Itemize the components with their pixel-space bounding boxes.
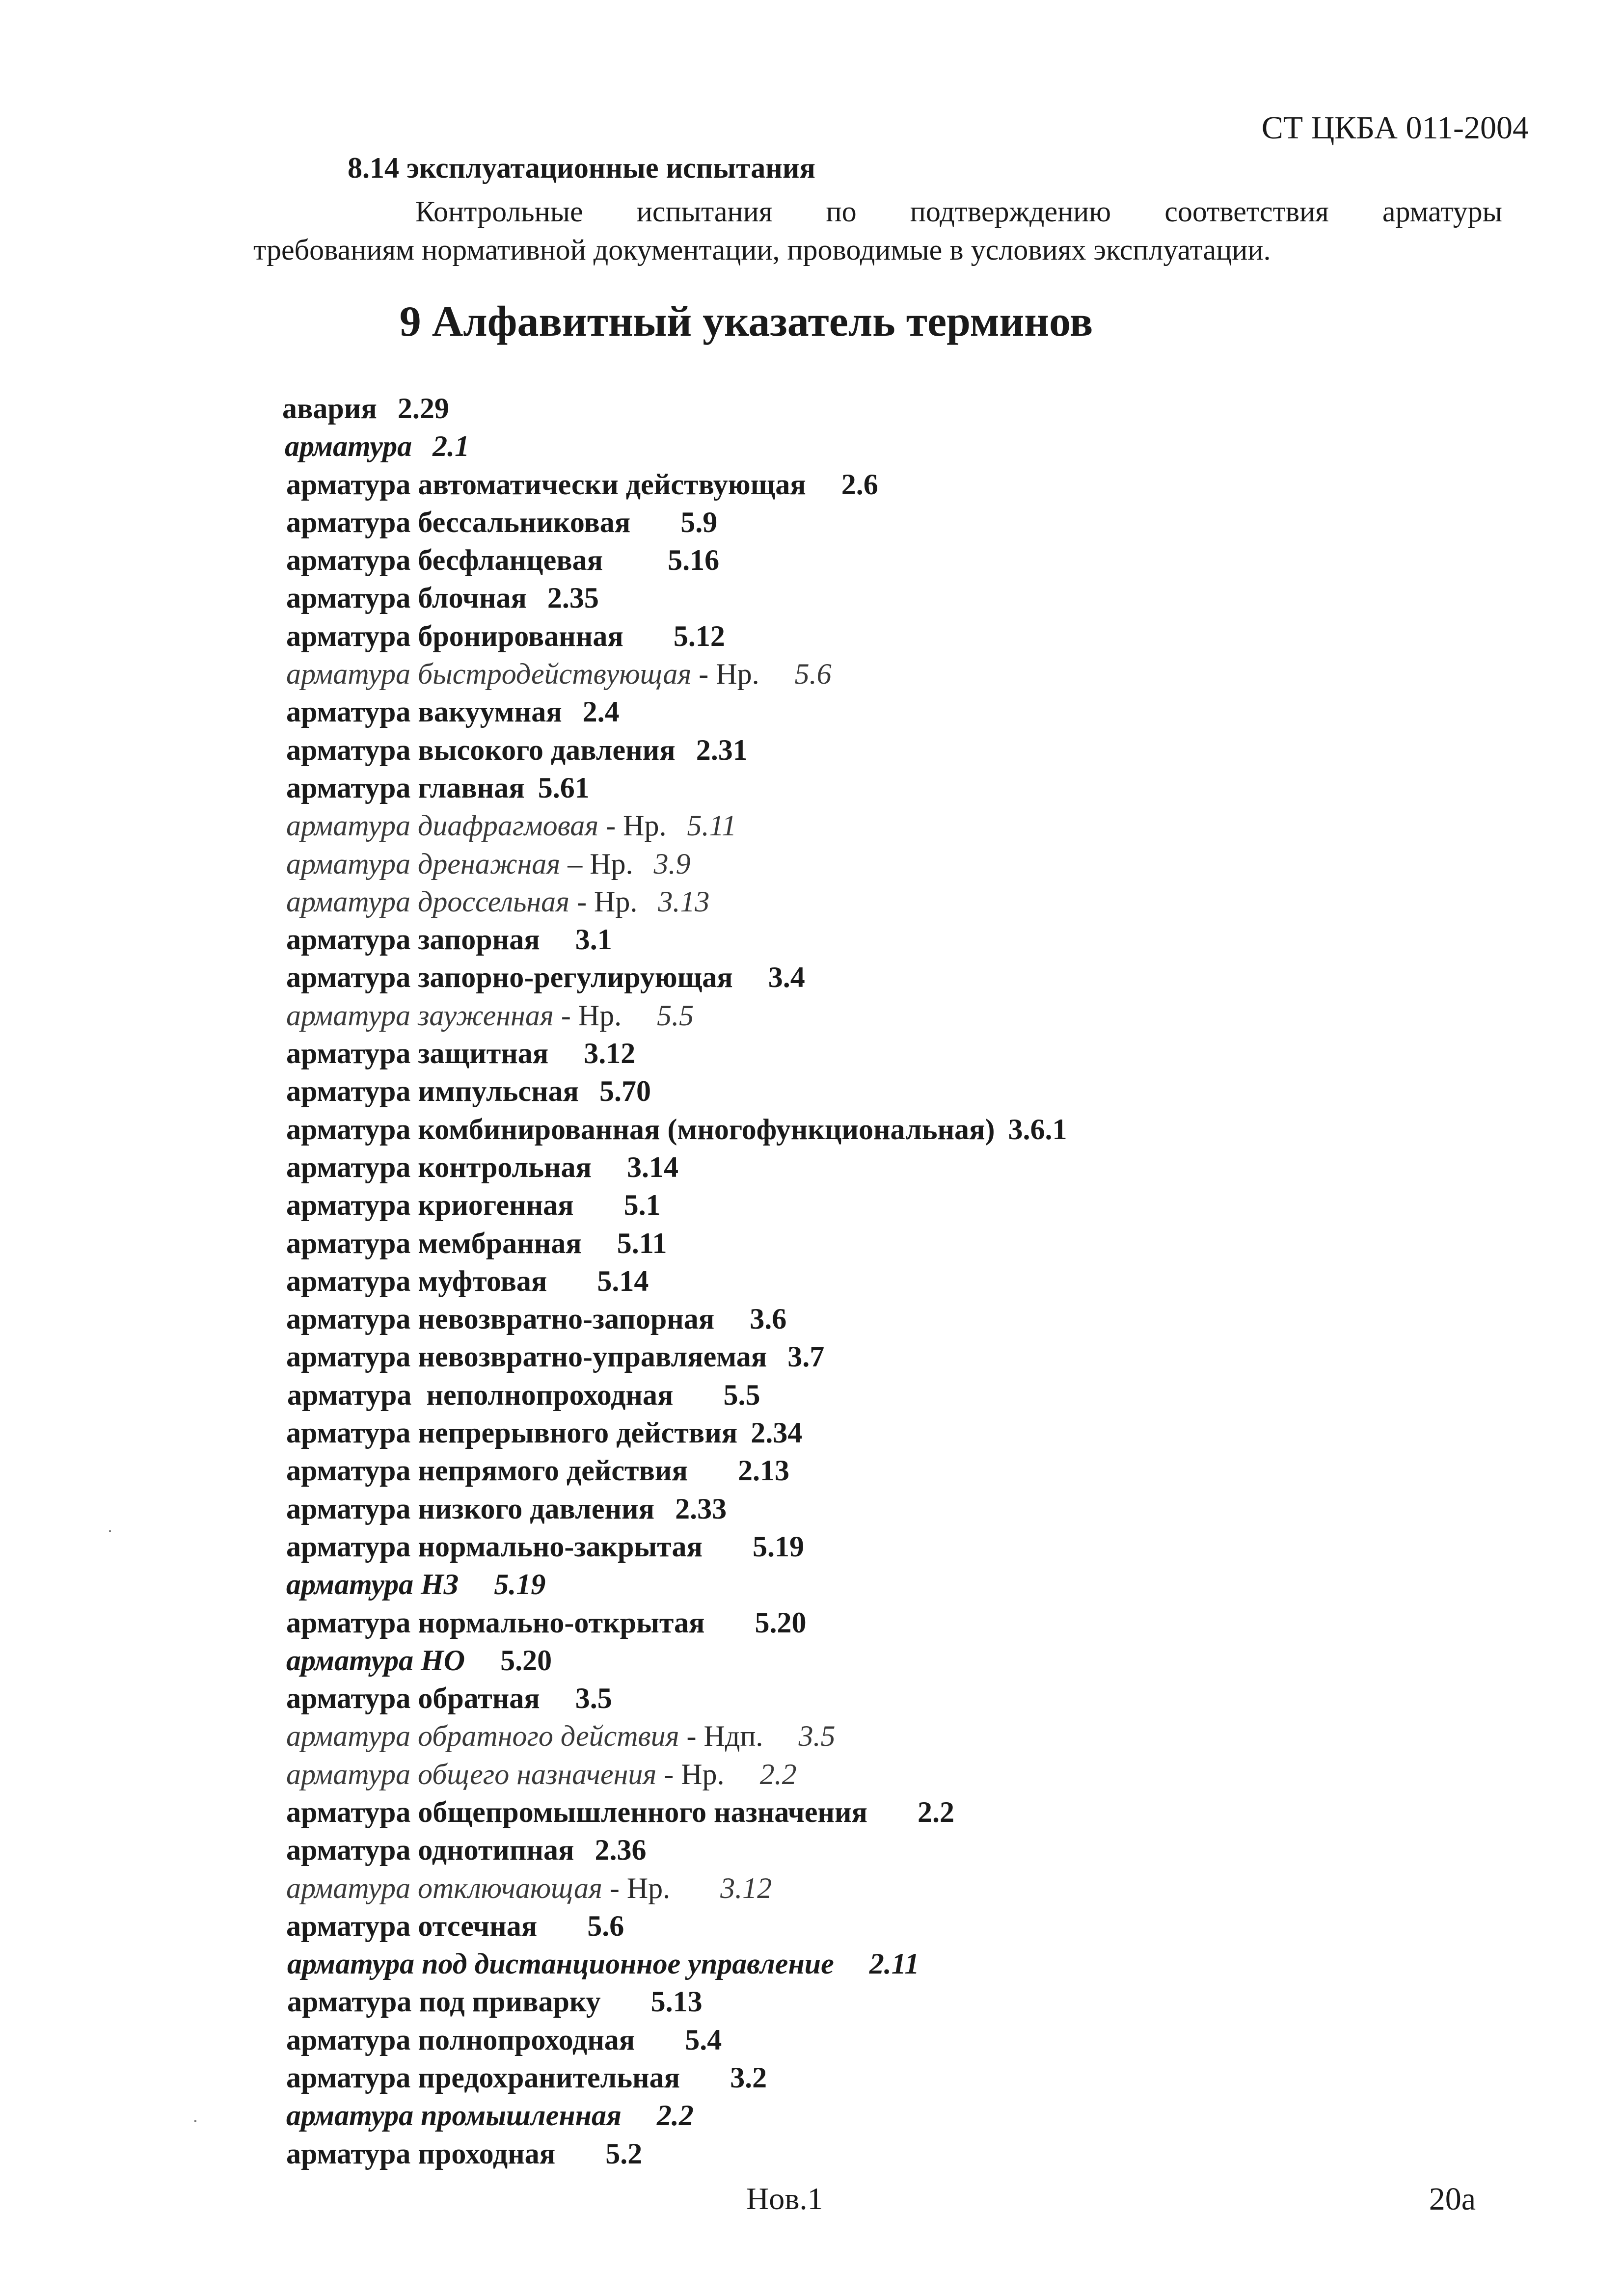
index-term: арматура быстродействующая: [286, 658, 692, 691]
index-reference-number: 5.14: [597, 1264, 649, 1297]
index-reference-number: 5.12: [673, 619, 725, 652]
index-entry: [282, 1338, 1067, 1376]
index-entry: [282, 731, 1067, 769]
index-reference-number: 3.5: [798, 1720, 836, 1753]
index-entry: [282, 807, 1067, 845]
index-term: арматура автоматически действующая: [286, 468, 806, 501]
index-entry: [282, 1717, 1067, 1755]
index-term: арматура под дистанционное управление: [287, 1948, 834, 1980]
index-term: арматура диафрагмовая: [286, 809, 599, 842]
index-term: арматура отсечная: [286, 1909, 538, 1942]
index-term: арматура запорная: [286, 923, 540, 956]
index-term: арматура отключающая: [286, 1871, 602, 1904]
index-reference-number: 2.2: [656, 2099, 694, 2132]
index-entry: [282, 1793, 1067, 1831]
index-term-note: - Нр.: [691, 658, 759, 691]
chapter-title: 9 Алфавитный указатель терминов: [399, 298, 1093, 346]
index-entry: [282, 845, 1067, 883]
index-reference-number: 5.4: [685, 2023, 722, 2056]
index-reference-number: 5.11: [687, 809, 737, 842]
index-reference-number: 2.6: [841, 468, 878, 501]
revision-label: Нов.1: [746, 2181, 823, 2216]
index-term: арматура общего назначения: [286, 1758, 657, 1790]
index-entry: [282, 1680, 1067, 1717]
index-entry: [282, 1072, 1067, 1110]
index-entry: [282, 541, 1067, 579]
index-term: арматура мембранная: [286, 1227, 582, 1259]
index-entry: [282, 617, 1067, 655]
index-entry: [282, 959, 1067, 996]
index-entry: [282, 2135, 1067, 2173]
index-reference-number: 5.16: [668, 544, 720, 577]
index-term: арматура контрольная: [286, 1150, 592, 1183]
index-entry: [282, 2097, 1067, 2135]
index-reference-number: 2.13: [737, 1454, 789, 1487]
index-term: арматура запорно-регулирующая: [286, 961, 733, 994]
index-reference-number: 5.61: [538, 771, 590, 804]
index-entry: [282, 1983, 1067, 2021]
index-reference-number: 3.2: [730, 2061, 767, 2094]
index-term-note: - Нр.: [553, 999, 622, 1032]
index-reference-number: 5.20: [500, 1644, 552, 1677]
index-term: арматура НЗ: [286, 1568, 459, 1601]
index-term: арматура под приварку: [287, 1985, 601, 2018]
index-reference-number: 3.13: [658, 885, 710, 918]
index-term: арматура полнопроходная: [286, 2023, 635, 2056]
index-entry: [282, 2021, 1067, 2059]
index-entry: [282, 1490, 1067, 1528]
index-reference-number: 5.11: [617, 1227, 667, 1259]
index-term: арматура муфтовая: [286, 1264, 547, 1297]
index-term: арматура дренажная: [286, 847, 561, 880]
index-term: арматура однотипная: [286, 1834, 574, 1867]
index-entry: [282, 1186, 1067, 1224]
index-entry: [282, 427, 1067, 465]
index-reference-number: 3.5: [575, 1682, 612, 1715]
index-reference-number: 5.20: [755, 1606, 807, 1639]
index-term: арматура криогенная: [286, 1189, 574, 1222]
index-reference-number: 2.36: [595, 1834, 647, 1867]
index-reference-number: 3.4: [768, 961, 805, 994]
index-reference-number: 2.31: [696, 733, 748, 766]
index-entry: [282, 466, 1067, 504]
index-reference-number: 5.5: [657, 999, 694, 1032]
definition-line-1: Контрольные испытания по подтверждению соответствия арматуры: [415, 195, 1502, 228]
index-term: арматура зауженная: [286, 999, 554, 1032]
index-reference-number: 2.33: [675, 1492, 727, 1525]
index-reference-number: 2.29: [397, 392, 449, 425]
page-number: 20а: [1429, 2181, 1476, 2217]
index-term: арматура главная: [286, 771, 525, 804]
index-reference-number: 5.5: [723, 1378, 760, 1411]
index-entry: [282, 1756, 1067, 1793]
index-reference-number: 3.1: [575, 923, 612, 956]
index-entry: [282, 997, 1067, 1035]
index-reference-number: 2.2: [759, 1758, 797, 1790]
index-term: авария: [282, 392, 377, 425]
index-entry: [282, 921, 1067, 959]
index-term: арматура обратного действия: [286, 1720, 679, 1753]
index-entry: [282, 1414, 1067, 1452]
index-term: арматура предохранительная: [286, 2061, 680, 2094]
document-code: СТ ЦКБА 011-2004: [1261, 110, 1529, 146]
index-reference-number: 2.2: [917, 1795, 954, 1828]
index-term: арматура нормально-закрытая: [286, 1530, 703, 1563]
index-reference-number: 5.1: [623, 1189, 661, 1222]
index-entry: [282, 1225, 1067, 1262]
index-entry: [282, 1604, 1067, 1642]
index-reference-number: 3.12: [584, 1037, 636, 1070]
index-term: арматура непрерывного действия: [286, 1416, 738, 1449]
index-reference-number: 3.9: [653, 847, 691, 880]
index-term: арматура импульсная: [286, 1075, 579, 1108]
index-reference-number: 3.14: [626, 1150, 678, 1183]
index-entry: [282, 504, 1067, 541]
index-entry: [282, 1452, 1067, 1490]
index-reference-number: 3.12: [720, 1871, 772, 1904]
index-term: арматура комбинированная (многофункциональная): [286, 1113, 995, 1146]
index-entry: [282, 1300, 1067, 1338]
index-term: арматура НО: [286, 1644, 465, 1677]
index-entry: [282, 655, 1067, 693]
index-reference-number: 3.7: [787, 1340, 825, 1373]
index-term: арматура неполнопроходная: [287, 1378, 674, 1411]
index-term: арматура вакуумная: [286, 695, 562, 728]
index-entry: [282, 1262, 1067, 1300]
index-reference-number: 3.6: [750, 1303, 787, 1335]
index-term: арматура бронированная: [286, 619, 623, 652]
index-reference-number: 5.2: [605, 2137, 643, 2170]
index-reference-number: 2.1: [433, 430, 470, 463]
index-term: арматура общепромышленного назначения: [286, 1795, 867, 1828]
section-heading: 8.14 эксплуатационные испытания: [348, 152, 815, 184]
index-reference-number: 2.11: [869, 1948, 920, 1980]
index-term: арматура бессальниковая: [286, 506, 631, 538]
index-term: арматура высокого давления: [286, 733, 676, 766]
index-reference-number: 5.13: [650, 1985, 703, 2018]
index-entry: [282, 2059, 1067, 2097]
index-term-note: - Нр.: [598, 809, 667, 842]
index-reference-number: 2.35: [547, 582, 599, 614]
index-term-note: - Ндп.: [679, 1720, 763, 1753]
index-term: арматура блочная: [286, 582, 527, 614]
index-term: арматура: [285, 430, 412, 463]
index-term: арматура низкого давления: [286, 1492, 655, 1525]
index-term: арматура дроссельная: [286, 885, 570, 918]
index-entry: [282, 1376, 1067, 1414]
index-term: арматура промышленная: [286, 2099, 622, 2132]
index-term-note: - Нр.: [569, 885, 638, 918]
index-term-note: - Нр.: [602, 1871, 671, 1904]
index-reference-number: 5.6: [794, 658, 832, 691]
index-entry: [282, 1035, 1067, 1072]
index-entry: [282, 1869, 1067, 1907]
index-reference-number: 5.19: [494, 1568, 546, 1601]
index-term: арматура обратная: [286, 1682, 540, 1715]
index-term-note: - Нр.: [656, 1758, 725, 1790]
index-entry: [282, 1111, 1067, 1148]
index-entry: [282, 1528, 1067, 1566]
index-term: арматура невозвратно-запорная: [286, 1303, 715, 1335]
index-reference-number: 3.6.1: [1008, 1113, 1067, 1146]
index-entry: [282, 883, 1067, 921]
index-entry: [282, 693, 1067, 731]
index-term: арматура проходная: [286, 2137, 556, 2170]
index-term: арматура нормально-открытая: [286, 1606, 705, 1639]
index-term: арматура невозвратно-управляемая: [286, 1340, 767, 1373]
scan-speck: [109, 1530, 111, 1532]
index-entry: [282, 1831, 1067, 1869]
section-definition: [253, 192, 1502, 269]
index-entry: [282, 390, 1067, 427]
index-term: арматура непрямого действия: [286, 1454, 688, 1487]
index-reference-number: 5.6: [587, 1909, 624, 1942]
index-term-note: – Нр.: [560, 847, 633, 880]
index-reference-number: 2.4: [582, 695, 620, 728]
term-index-list: [282, 390, 1067, 2173]
scan-speck: [194, 2120, 196, 2122]
index-term: арматура защитная: [286, 1037, 549, 1070]
index-entry: [282, 1642, 1067, 1680]
index-entry: [282, 769, 1067, 807]
definition-line-2: требованиям нормативной документации, проводимые в условиях эксплуатации.: [253, 234, 1271, 266]
index-entry: [282, 579, 1067, 617]
index-reference-number: 2.34: [751, 1416, 803, 1449]
index-reference-number: 5.9: [680, 506, 718, 538]
index-reference-number: 5.19: [752, 1530, 804, 1563]
index-entry: [282, 1945, 1067, 1983]
index-entry: [282, 1907, 1067, 1945]
index-reference-number: 5.70: [599, 1075, 651, 1108]
index-entry: [282, 1566, 1067, 1603]
index-entry: [282, 1148, 1067, 1186]
index-term: арматура бесфланцевая: [286, 544, 603, 577]
